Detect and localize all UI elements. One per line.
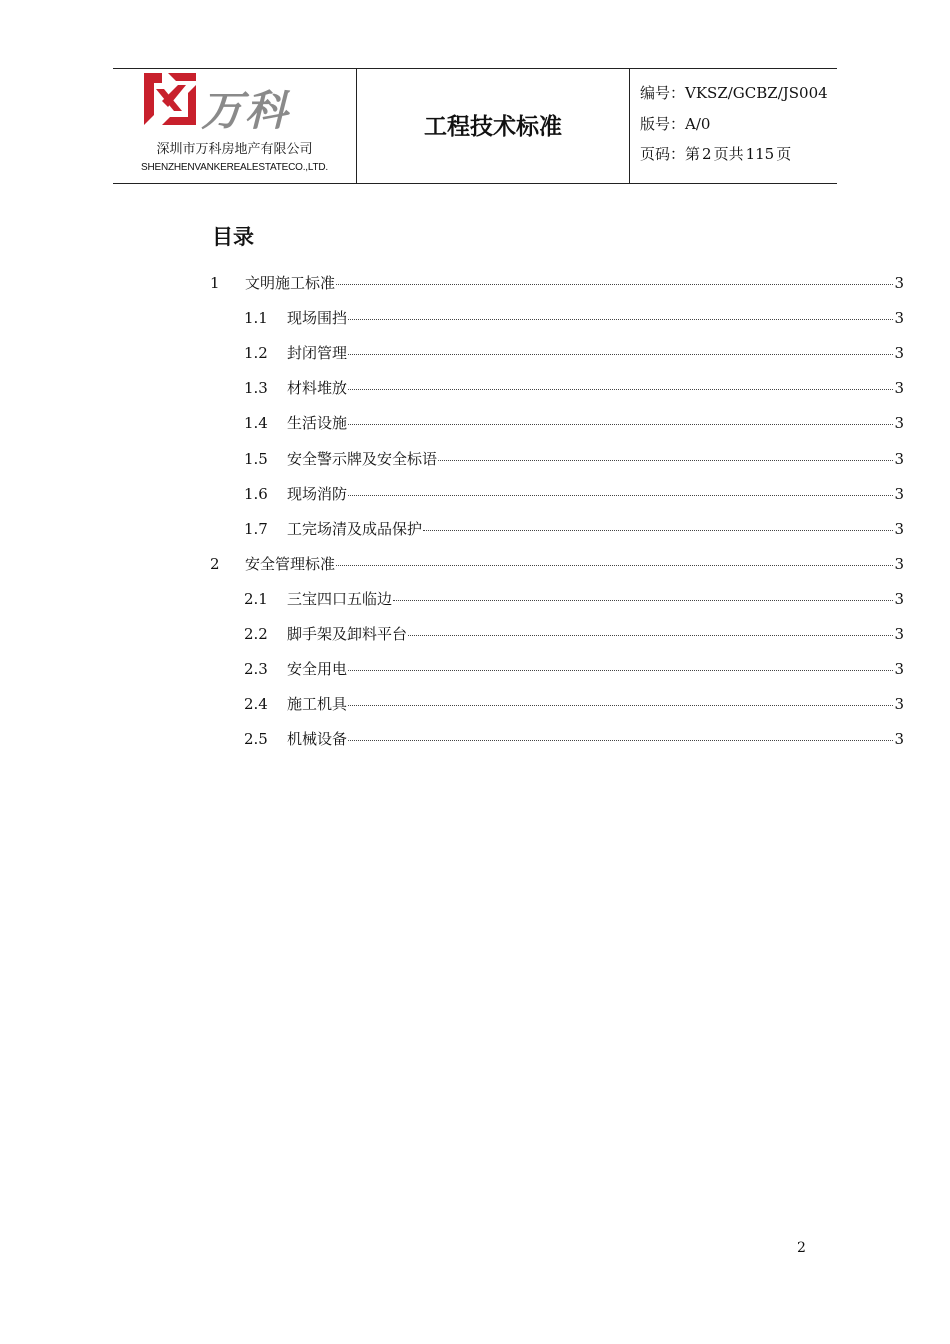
toc-leader-dots (348, 705, 893, 706)
doc-page-suffix: 页 (776, 145, 792, 163)
toc-entry-title: 机械设备 (287, 730, 348, 749)
toc-leader-dots (348, 495, 893, 496)
toc-entry-title: 安全用电 (287, 660, 348, 679)
toc-entry-page: 3 (894, 554, 904, 573)
toc-entry-page: 3 (894, 344, 904, 363)
toc-entry-title: 施工机具 (287, 695, 348, 714)
toc-entry[interactable] (244, 448, 904, 472)
toc-entry[interactable] (244, 693, 904, 717)
toc-leader-dots (393, 600, 893, 601)
toc-entry-page: 3 (894, 695, 904, 714)
toc-entry-title: 安全警示牌及安全标语 (287, 449, 438, 468)
toc-entry-number: 1.2 (244, 344, 268, 363)
toc-entry-number: 1.7 (244, 519, 268, 538)
toc-entry-title: 安全管理标准 (245, 554, 336, 573)
doc-page-line (640, 143, 791, 164)
logo-wordmark: 万科 (201, 86, 290, 135)
doc-code-line (640, 82, 828, 103)
toc-entry-page: 3 (894, 414, 904, 433)
page-number: 2 (797, 1240, 806, 1256)
toc-leader-dots (438, 460, 893, 461)
toc-entry-page: 3 (894, 484, 904, 503)
company-name-en: SHENZHENVANKEREALESTATECO.,LTD. (141, 162, 328, 173)
toc-entry[interactable] (210, 272, 904, 296)
toc-leader-dots (348, 319, 893, 320)
toc-entry[interactable] (244, 307, 904, 331)
toc-entry-number: 1.1 (244, 309, 268, 328)
toc-entry-number: 2.5 (244, 730, 268, 749)
toc-entry-title: 现场围挡 (287, 309, 348, 328)
toc-entry-page: 3 (894, 379, 904, 398)
toc-entry-title: 封闭管理 (287, 344, 348, 363)
toc-leader-dots (348, 389, 893, 390)
doc-page-mid: 页共 (713, 145, 744, 163)
toc-entry-title: 文明施工标准 (245, 274, 336, 292)
toc-entry[interactable] (244, 377, 904, 401)
toc-entry[interactable] (244, 518, 904, 542)
toc-entry-number: 1.3 (244, 379, 268, 398)
toc-entry-number: 1.4 (244, 414, 268, 433)
toc-entry[interactable] (244, 658, 904, 682)
toc-entry-number: 1.6 (244, 484, 268, 503)
toc-entry-title: 材料堆放 (287, 379, 348, 398)
toc-entry[interactable] (244, 342, 904, 366)
toc-entry-title: 三宝四口五临边 (287, 589, 393, 608)
doc-version-label: 版号： (640, 115, 686, 133)
toc-entry-number: 2.3 (244, 660, 268, 679)
doc-version-value: A/0 (685, 115, 711, 133)
toc-entry-number: 2.1 (244, 589, 268, 608)
toc-entry[interactable] (244, 588, 904, 612)
toc-leader-dots (348, 740, 893, 741)
toc-heading: 目录 (212, 225, 254, 249)
toc-entry[interactable] (210, 553, 904, 577)
toc-entry-number: 2.4 (244, 695, 268, 714)
toc-entry-number: 2.2 (244, 625, 268, 643)
doc-code-label: 编号： (640, 84, 686, 102)
toc-entry-title: 生活设施 (287, 414, 348, 433)
toc-entry-page: 3 (894, 660, 904, 679)
company-name-cn: 深圳市万科房地产有限公司 (156, 142, 313, 157)
document-title-cell (357, 69, 630, 183)
toc-leader-dots (348, 670, 893, 671)
doc-page-label: 页码：第 (640, 145, 701, 163)
toc-entry[interactable] (244, 728, 904, 752)
toc-entry-page: 3 (894, 589, 904, 608)
toc-entry-title: 现场消防 (287, 484, 348, 503)
toc-entry-page: 3 (894, 730, 904, 749)
toc-entry-number: 1 (210, 274, 220, 292)
toc-leader-dots (348, 424, 893, 425)
toc-entry-number: 2 (210, 554, 220, 573)
toc-leader-dots (336, 565, 893, 566)
toc-leader-dots (408, 635, 893, 636)
toc-entry-title: 工完场清及成品保护 (287, 519, 423, 538)
document-meta-cell (630, 69, 837, 183)
document-header (113, 68, 837, 184)
toc-entry-title: 脚手架及卸料平台 (287, 625, 408, 643)
doc-code-value: VKSZ/GCBZ/JS004 (685, 84, 828, 102)
doc-version-line (640, 113, 710, 134)
toc-entry-page: 3 (894, 309, 904, 328)
toc-entry-number: 1.5 (244, 449, 268, 468)
toc-entry-page: 3 (894, 519, 904, 538)
company-logo-block (113, 69, 357, 183)
vanke-logo-icon (142, 71, 198, 127)
toc-leader-dots (336, 284, 893, 285)
doc-page-total: 115 (745, 145, 775, 163)
toc-leader-dots (423, 530, 893, 531)
toc-leader-dots (348, 354, 893, 355)
toc-entry-page: 3 (894, 625, 904, 643)
toc-entry-page: 3 (894, 274, 904, 292)
toc-entry[interactable] (244, 412, 904, 436)
doc-page-current: 2 (702, 145, 712, 163)
document-title: 工程技术标准 (424, 114, 562, 140)
toc-entry[interactable] (244, 483, 904, 507)
toc-entry-page: 3 (894, 449, 904, 468)
toc-entry[interactable] (244, 623, 904, 647)
